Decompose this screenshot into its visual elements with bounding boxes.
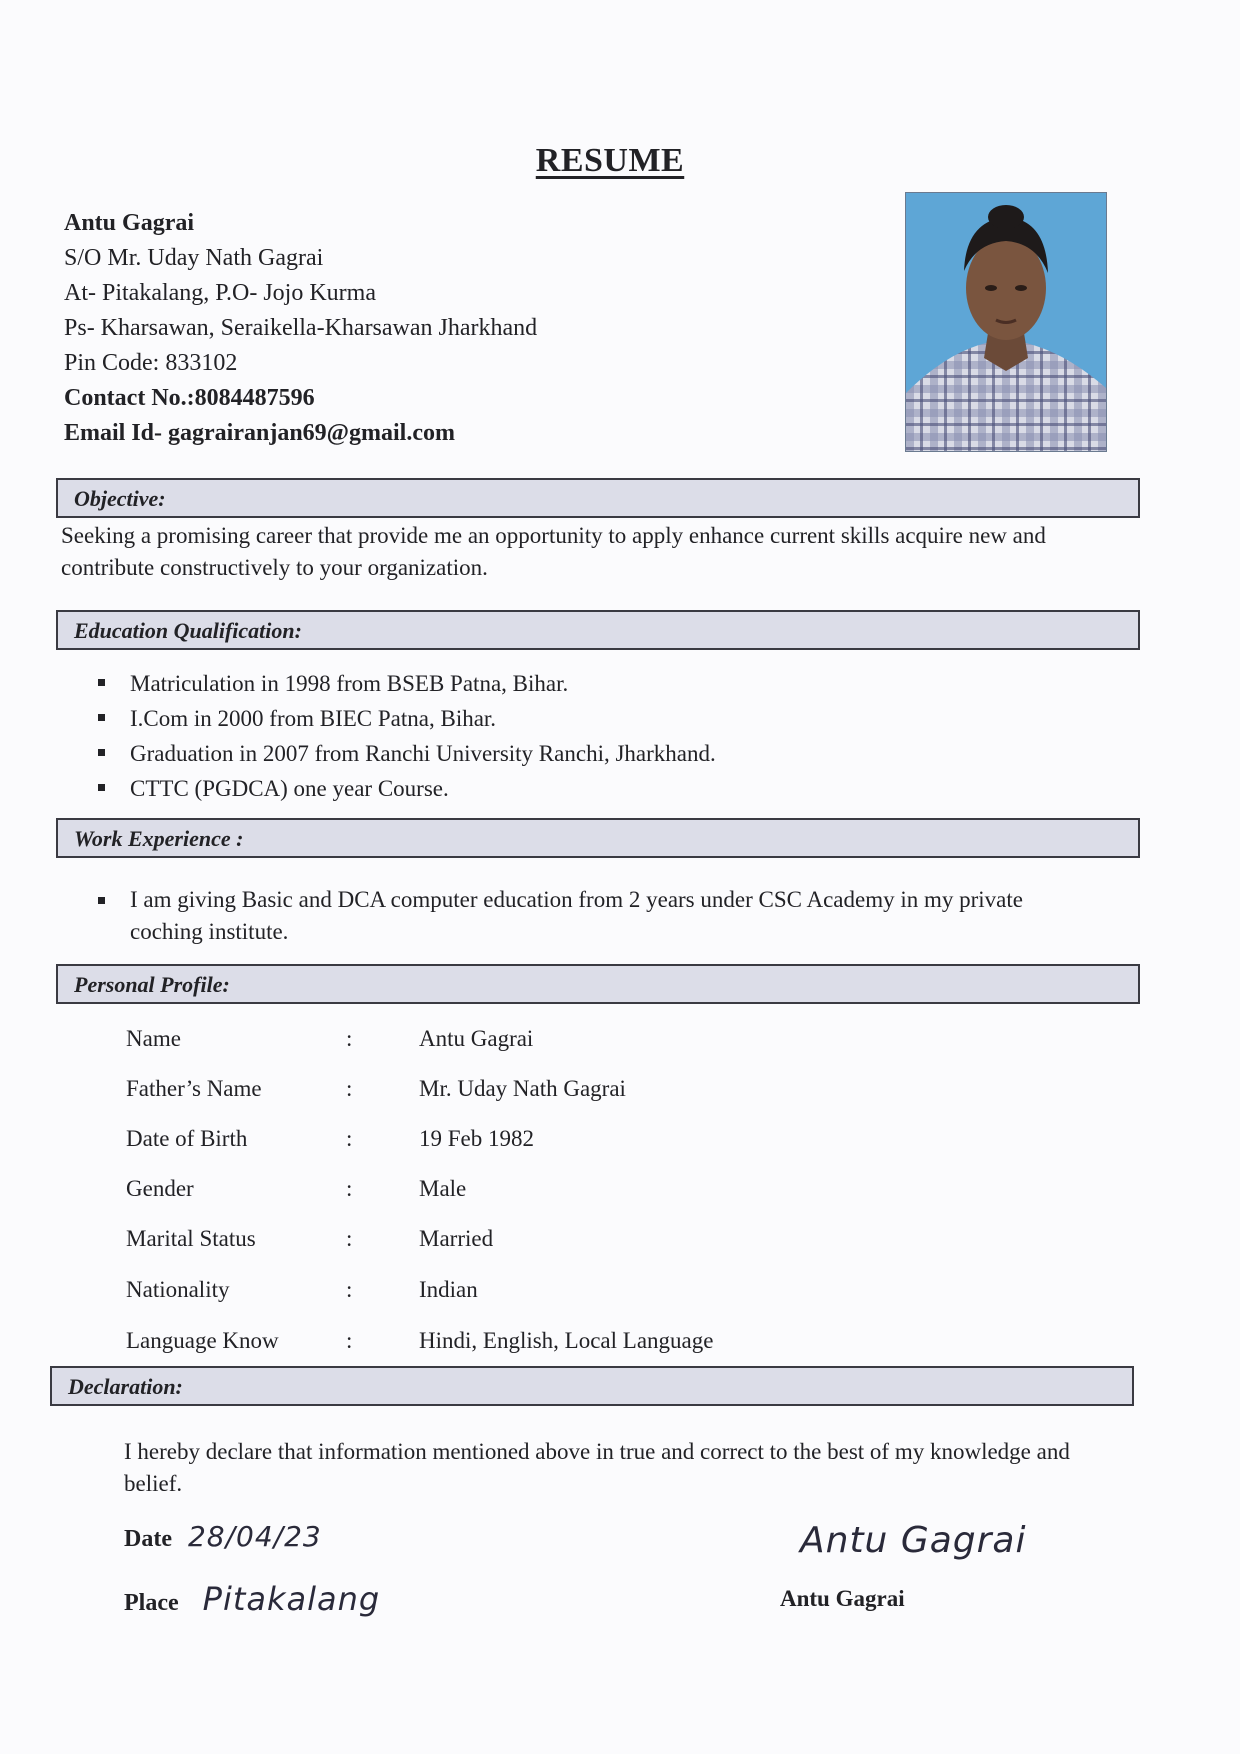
list-item: CTTC (PGDCA) one year Course. [98,771,1098,806]
profile-heading: Personal Profile: [74,972,230,997]
email-id: Email Id- gagrairanjan69@gmail.com [64,420,455,446]
date-value: 28/04/23 [187,1520,322,1553]
profile-separator: : [346,1076,353,1101]
section-education [56,610,1140,650]
person-portrait-icon [906,193,1106,451]
place-value: Pitakalang [202,1580,381,1618]
profile-label: Nationality [126,1277,230,1302]
work-list [98,884,1098,948]
profile-separator: : [346,1126,353,1151]
profile-separator: : [346,1277,353,1302]
list-item: Graduation in 2007 from Ranchi University Ranchi, Jharkhand. [98,736,1098,771]
list-item: Matriculation in 1998 from BSEB Patna, Bihar. [98,666,1098,701]
profile-photo [905,192,1107,452]
page-title: RESUME [535,142,685,179]
section-work-experience [56,818,1140,858]
pin-code: Pin Code: 833102 [64,350,238,376]
profile-value: Mr. Uday Nath Gagrai [419,1076,626,1101]
work-heading: Work Experience : [74,826,244,851]
section-objective [56,478,1140,518]
profile-separator: : [346,1328,353,1353]
profile-value: 19 Feb 1982 [419,1126,534,1151]
profile-label: Date of Birth [126,1126,248,1151]
profile-separator: : [346,1226,353,1251]
place-field [124,1580,380,1618]
profile-value: Male [419,1176,467,1201]
objective-heading: Objective: [74,486,166,511]
profile-value: Hindi, English, Local Language [419,1328,714,1353]
education-heading: Education Qualification: [74,618,302,643]
profile-label: Father’s Name [126,1076,262,1101]
place-label: Place [124,1590,179,1616]
applicant-name: Antu Gagrai [64,210,195,236]
address-line-1: At- Pitakalang, P.O- Jojo Kurma [64,280,376,306]
declaration-text: I hereby declare that information mentioned above in true and correct to the best of my knowledge and belief. [124,1439,1070,1496]
profile-value: Indian [419,1277,478,1302]
date-label: Date [124,1526,172,1552]
objective-text: Seeking a promising career that provide me an opportunity to apply enhance current skills acquire new and contribute constructively to your organization. [61,523,1046,580]
address-line-2: Ps- Kharsawan, Seraikella-Kharsawan Jharkhand [64,315,538,341]
signature: Antu Gagrai [800,1520,1027,1561]
profile-value: Antu Gagrai [419,1026,534,1051]
signer-name: Antu Gagrai [780,1586,905,1611]
profile-label: Name [126,1026,181,1051]
contact-number: Contact No.:8084487596 [64,385,315,411]
profile-value: Married [419,1226,494,1251]
education-list [98,666,1098,806]
profile-label: Language Know [126,1328,279,1353]
profile-label: Gender [126,1176,194,1201]
declaration-heading: Declaration: [68,1374,183,1399]
section-personal-profile [56,964,1140,1004]
date-field [124,1520,322,1553]
section-declaration [50,1366,1134,1406]
father-line: S/O Mr. Uday Nath Gagrai [64,245,324,271]
profile-separator: : [346,1026,353,1051]
profile-label: Marital Status [126,1226,256,1251]
list-item: I am giving Basic and DCA computer education from 2 years under CSC Academy in my private coching institute. [98,884,1098,948]
list-item: I.Com in 2000 from BIEC Patna, Bihar. [98,701,1098,736]
profile-separator: : [346,1176,353,1201]
